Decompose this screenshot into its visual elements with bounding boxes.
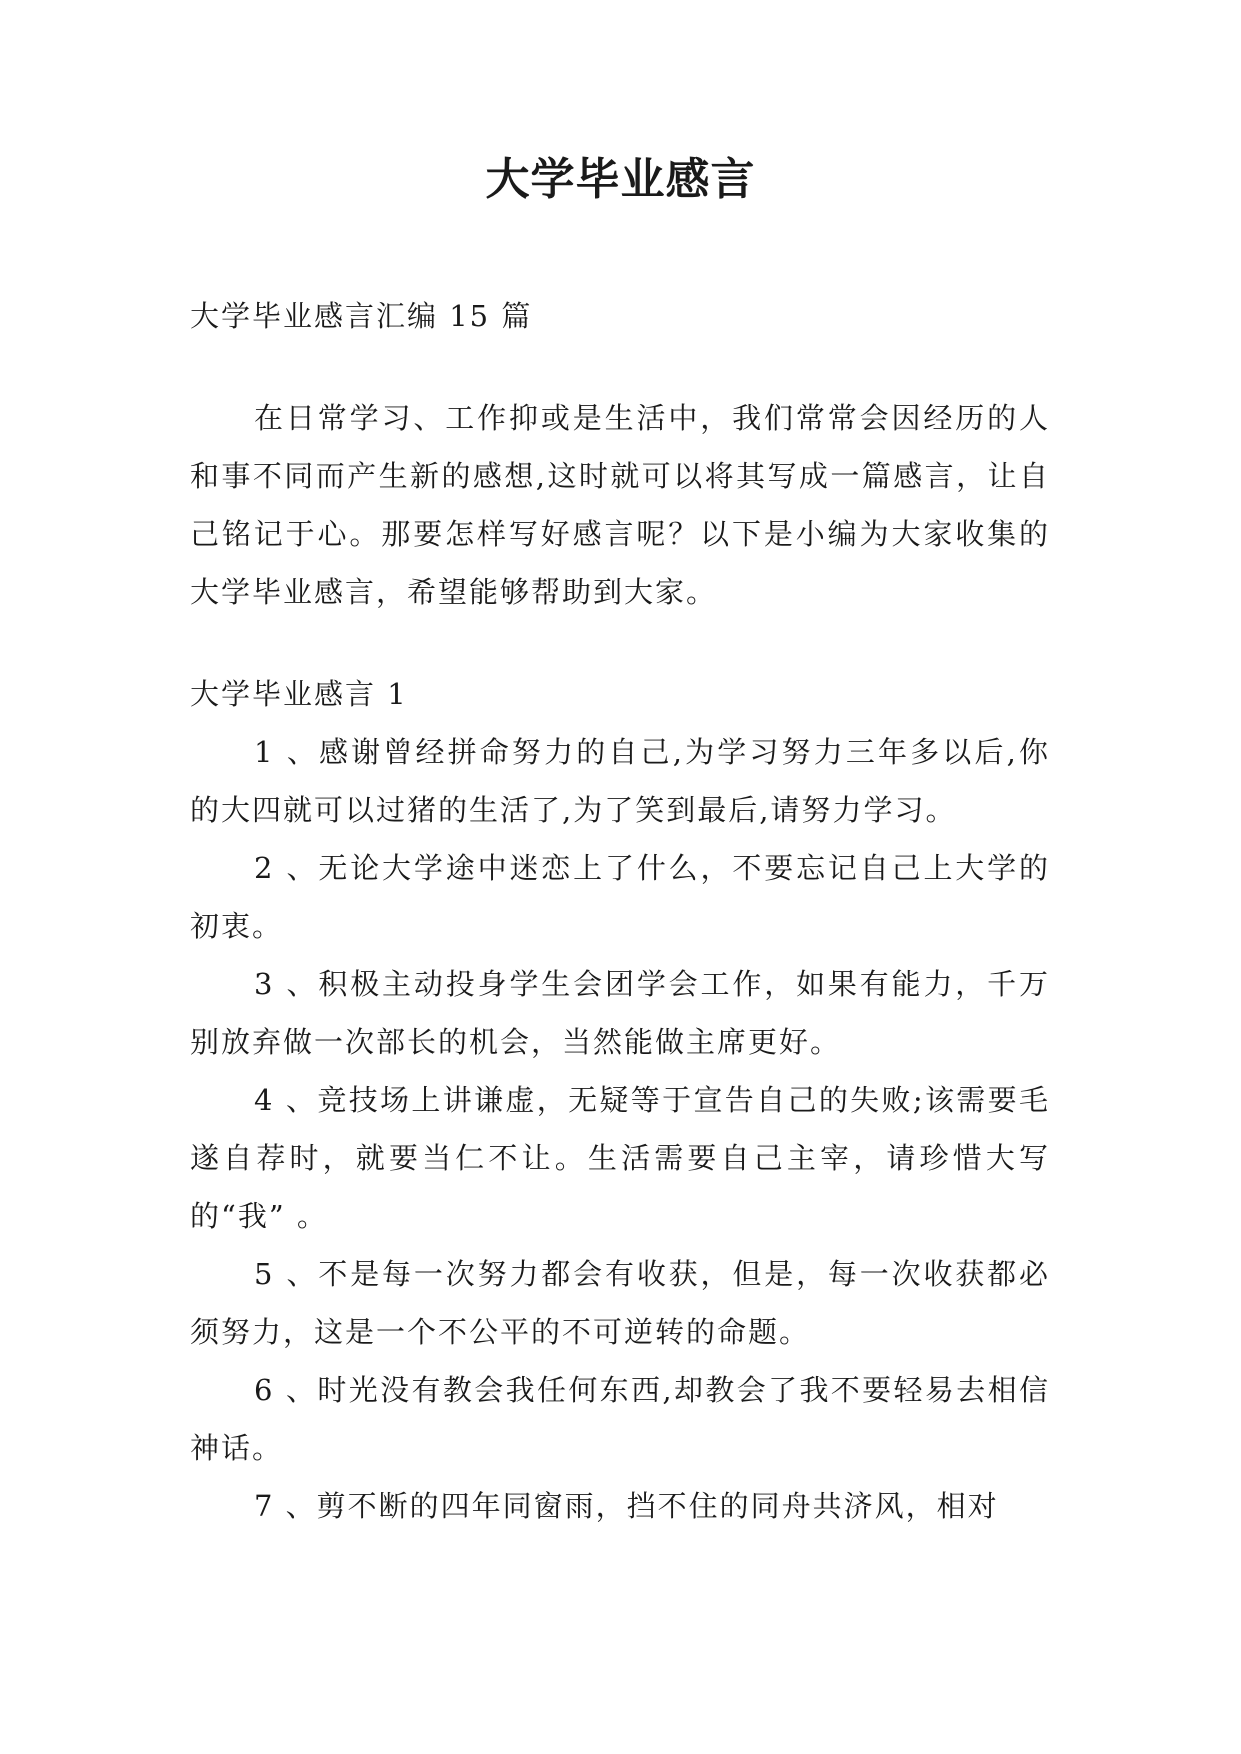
intro-paragraph: 在日常学习、工作抑或是生活中，我们常常会因经历的人和事不同而产生新的感想,这时就可以将其写成一篇感言，让自己铭记于心。那要怎样写好感言呢？以下是小编为大家收集的大学毕业感言，希望能够帮助到大家。 bbox=[190, 401, 1050, 609]
list-item: 6 、时光没有教会我任何东西,却教会了我不要轻易去相信神话。 bbox=[190, 1373, 1050, 1465]
list-item: 3 、积极主动投身学生会团学会工作，如果有能力，千万别放弃做一次部长的机会，当然能做主席更好。 bbox=[190, 967, 1050, 1059]
list-item: 7 、剪不断的四年同窗雨，挡不住的同舟共济风，相对 bbox=[254, 1489, 999, 1523]
list-item: 2 、无论大学途中迷恋上了什么，不要忘记自己上大学的初衷。 bbox=[190, 851, 1050, 943]
section-heading: 大学毕业感言 1 bbox=[190, 677, 408, 711]
document-subtitle: 大学毕业感言汇编 15 篇 bbox=[190, 299, 533, 333]
list-item: 4 、竞技场上讲谦虚，无疑等于宣告自己的失败;该需要毛遂自荐时，就要当仁不让。生活需要自己主宰，请珍惜大写的“我” 。 bbox=[190, 1083, 1050, 1233]
list-item: 5 、不是每一次努力都会有收获，但是，每一次收获都必须努力，这是一个不公平的不可逆转的命题。 bbox=[190, 1257, 1050, 1349]
document-body bbox=[190, 287, 1050, 1535]
document-title: 大学毕业感言 bbox=[485, 154, 756, 205]
list-item: 1 、感谢曾经拼命努力的自己,为学习努力三年多以后,你的大四就可以过猪的生活了,为了笑到最后,请努力学习。 bbox=[190, 735, 1050, 827]
